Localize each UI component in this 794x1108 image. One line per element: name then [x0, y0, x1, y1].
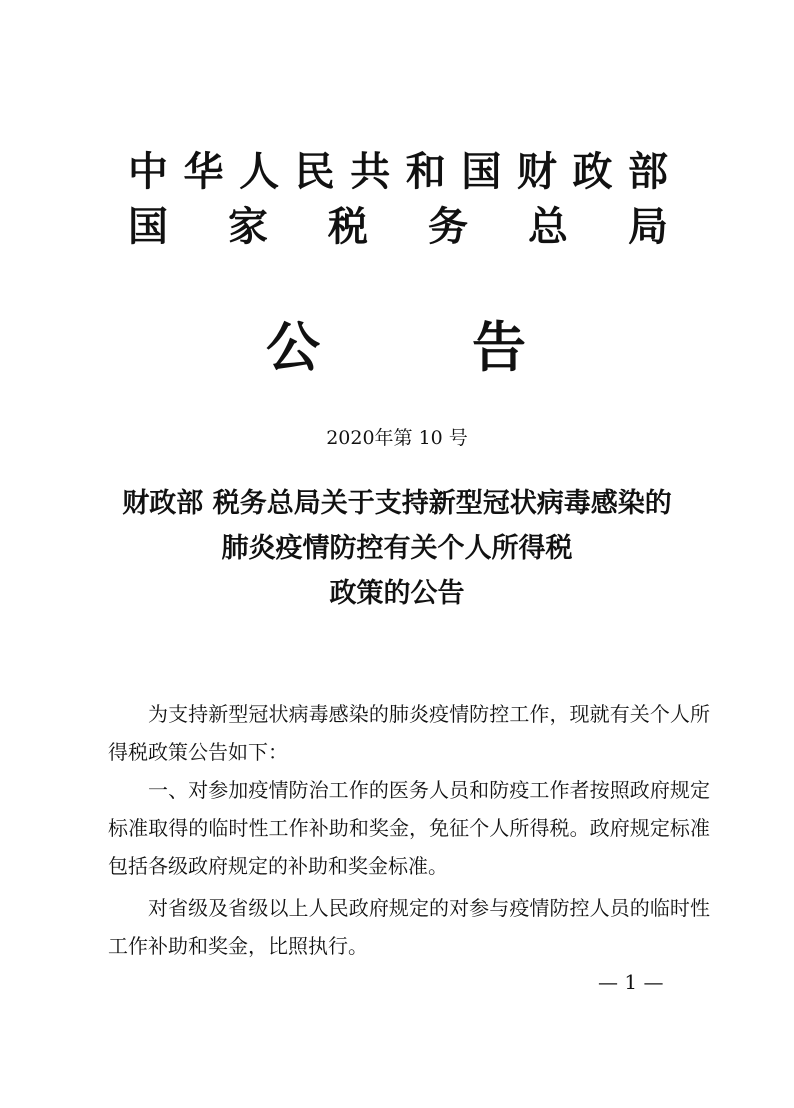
document-title-line-1: 财政部 税务总局关于支持新型冠状病毒感染的 [122, 488, 672, 519]
page-number: — 1 — [598, 970, 664, 994]
document-title-line-3: 政策的公告 [329, 578, 465, 609]
issuer-ministry-of-finance: 中华人民共和国财政部 [128, 149, 668, 195]
body-paragraph-item-1-extension: 对省级及省级以上人民政府规定的对参与疫情防控人员的临时性工作补助和奖金，比照执行。 [108, 896, 710, 958]
body-paragraph-item-1: 一、对参加疫情防治工作的医务人员和防疫工作者按照政府规定标准取得的临时性工作补助和奖金，免征个人所得税。政府规定标准包括各级政府规定的补助和奖金标准。 [108, 778, 710, 878]
notice-label: 公告 [266, 316, 526, 379]
body-paragraph-intro: 为支持新型冠状病毒感染的肺炎疫情防控工作，现就有关个人所得税政策公告如下： [108, 702, 710, 764]
issuer-state-taxation-administration: 国家税务总局 [128, 204, 668, 250]
document-title-line-2: 肺炎疫情防控有关个人所得税 [221, 533, 573, 564]
document-number: 2020年第 10 号 [326, 427, 468, 449]
